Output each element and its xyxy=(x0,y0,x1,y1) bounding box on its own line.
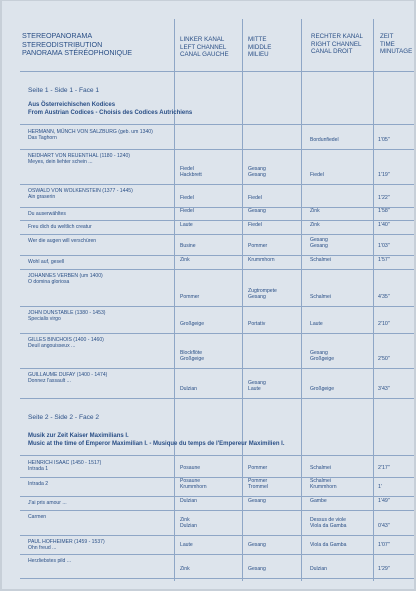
time-cell: 1'40" xyxy=(378,221,390,228)
track-title: Carmen xyxy=(28,514,47,520)
right-channel-cell: Fiedel xyxy=(310,171,324,178)
time-cell: 0'43" xyxy=(378,522,390,529)
track-title: Wohl auf, gesell xyxy=(28,259,65,265)
row-rule xyxy=(20,149,414,150)
right-channel-cell: Gesang Gesang xyxy=(310,236,328,249)
track-title: J'ai pris amour ... xyxy=(28,500,67,506)
time-cell: 4'35" xyxy=(378,293,390,300)
time-cell: 1'49" xyxy=(378,497,390,504)
right-channel-cell: Schalmei Krummhorn xyxy=(310,477,337,490)
row-rule xyxy=(20,306,414,307)
time-cell: 1'58" xyxy=(378,207,390,214)
middle-cell: Pommer Trommel xyxy=(248,477,268,490)
left-channel-cell: Pommer xyxy=(180,293,200,300)
header-title: STEREOPANORAMA STEREODISTRIBUTION PANORAMA STÉRÉOPHONIQUE xyxy=(22,31,133,58)
track-title: PAUL HOFHEIMER (1459 - 1537) Ohn freud ... xyxy=(28,539,105,552)
right-channel-cell: Dessus de viole Viola da Gamba xyxy=(310,516,347,529)
section-rule xyxy=(20,124,414,125)
middle-cell: Gesang xyxy=(248,541,266,548)
left-channel-cell: Laute xyxy=(180,541,193,548)
time-cell: 1'57" xyxy=(378,256,390,263)
time-cell: 1'22" xyxy=(378,194,390,201)
right-channel-cell: Zink xyxy=(310,207,320,214)
middle-cell: Pommer xyxy=(248,464,268,471)
right-channel-cell: Gambe xyxy=(310,497,327,504)
track-title: HEINRICH ISAAC (1450 - 1517) Intrada 1 xyxy=(28,460,102,473)
middle-cell: Fiedel xyxy=(248,221,262,228)
middle-cell: Krummhorn xyxy=(248,256,275,263)
middle-cell: Fiedel xyxy=(248,194,262,201)
time-cell: 1'05" xyxy=(378,136,390,143)
section-rule xyxy=(20,455,414,456)
row-rule xyxy=(20,368,414,369)
right-channel-cell: Schalmei xyxy=(310,256,331,263)
left-channel-cell: Dulzian xyxy=(180,497,197,504)
right-channel-cell: Dulzian xyxy=(310,565,327,572)
track-title: Freu dich du weltlich creatur xyxy=(28,224,92,230)
side2-title: Seite 2 - Side 2 - Face 2 xyxy=(28,414,100,421)
middle-cell: Gesang xyxy=(248,565,266,572)
program-sheet xyxy=(2,1,414,589)
left-channel-cell: Laute xyxy=(180,221,193,228)
left-channel-cell: Zink xyxy=(180,565,190,572)
side2-intro: Musik zur Zeit Kaiser Maximilians I. xyxy=(28,433,129,439)
track-title: OSWALD VON WOLKENSTEIN (1377 - 1445) Ain graserin xyxy=(28,188,133,201)
right-channel-cell: Zink xyxy=(310,221,320,228)
left-channel-cell: Fiedel xyxy=(180,207,194,214)
right-channel-cell: Viola da Gamba xyxy=(310,541,347,548)
middle-cell: Gesang Gesang xyxy=(248,165,266,178)
middle-cell: Zugtrompete Gesang xyxy=(248,287,277,300)
track-title: Wer die augen will verschüren xyxy=(28,238,97,244)
middle-cell: Pommer xyxy=(248,242,268,249)
right-channel-cell: Großgeige xyxy=(310,385,335,392)
left-channel-cell: Dulzian xyxy=(180,385,197,392)
middle-cell: Gesang xyxy=(248,207,266,214)
side1-title: Seite 1 - Side 1 - Face 1 xyxy=(28,87,100,94)
track-title: Du auserwähltes xyxy=(28,211,66,217)
left-channel-cell: Zink Dulzian xyxy=(180,516,197,529)
time-cell: 1'03" xyxy=(378,242,390,249)
header-time: ZEIT TIME MINUTAGE xyxy=(380,33,413,55)
track-title: Intrada 2 xyxy=(28,481,49,487)
row-rule xyxy=(20,333,414,334)
right-channel-cell: Schalmei xyxy=(310,464,331,471)
left-channel-cell: Fiedel xyxy=(180,194,194,201)
left-channel-cell: Posaune Krummhorn xyxy=(180,477,207,490)
track-title: Herzliebstes pild ... xyxy=(28,558,72,564)
track-title: NEIDHART VON REUENTHAL (1180 - 1240) Meyes, dein liehter schein ... xyxy=(28,153,131,166)
row-rule xyxy=(20,554,414,555)
left-channel-cell: Busine xyxy=(180,242,196,249)
track-title: HERMANN, MÜNCH VON SALZBURG (geb. um 1340) Das Taghorn xyxy=(28,129,153,142)
track-title: GUILLAUME DUFAY (1400 - 1474) Donnez l'assault ... xyxy=(28,372,108,385)
right-channel-cell: Bordunfiedel xyxy=(310,136,339,143)
side1-intro: From Austrian Codices - Choisis des Codices Autrichiens xyxy=(28,110,193,116)
header-middle: MITTE MIDDLE MILIEU xyxy=(248,36,272,58)
time-cell: 1' xyxy=(378,483,382,490)
time-cell: 2'17" xyxy=(378,464,390,471)
right-channel-cell: Schalmei xyxy=(310,293,331,300)
track-title: JOHN DUNSTABLE (1380 - 1453) Specialis virgo xyxy=(28,310,106,323)
left-channel-cell: Fiedel Hackbrett xyxy=(180,165,202,178)
header-right-channel: RECHTER KANAL RIGHT CHANNEL CANAL DROIT xyxy=(311,33,363,55)
time-cell: 1'29" xyxy=(378,565,390,572)
side2-intro: Music at the time of Emperor Maximilian I. - Musique du temps de l'Empereur Maximilien I. xyxy=(28,441,285,447)
middle-cell: Portativ xyxy=(248,320,266,327)
time-cell: 1'07" xyxy=(378,541,390,548)
time-cell: 2'50" xyxy=(378,355,390,362)
header-left-channel: LINKER KANAL LEFT CHANNEL CANAL GAUCHE xyxy=(180,36,229,58)
middle-cell: Gesang Laute xyxy=(248,379,266,392)
row-rule xyxy=(20,578,414,579)
middle-cell: Gesang xyxy=(248,497,266,504)
time-cell: 3'43" xyxy=(378,385,390,392)
header-rule xyxy=(20,71,414,72)
left-channel-cell: Großgeige xyxy=(180,320,205,327)
time-cell: 1'19" xyxy=(378,171,390,178)
right-channel-cell: Gesang Großgeige xyxy=(310,349,335,362)
side1-intro: Aus Österreichischen Kodices xyxy=(28,102,116,108)
row-rule xyxy=(20,184,414,185)
row-rule xyxy=(20,398,414,399)
row-rule xyxy=(20,535,414,536)
right-channel-cell: Laute xyxy=(310,320,323,327)
track-title: JOHANNES VERBEN (um 1400) O domina gloriosa xyxy=(28,273,103,286)
track-title: GILLES BINCHOIS (1400 - 1460) Deuil angouisseux ... xyxy=(28,337,104,350)
left-channel-cell: Zink xyxy=(180,256,190,263)
row-rule xyxy=(20,510,414,511)
time-cell: 2'10" xyxy=(378,320,390,327)
row-rule xyxy=(20,269,414,270)
left-channel-cell: Posaune xyxy=(180,464,201,471)
left-channel-cell: Blockflöte Großgeige xyxy=(180,349,205,362)
row-rule xyxy=(20,234,414,235)
